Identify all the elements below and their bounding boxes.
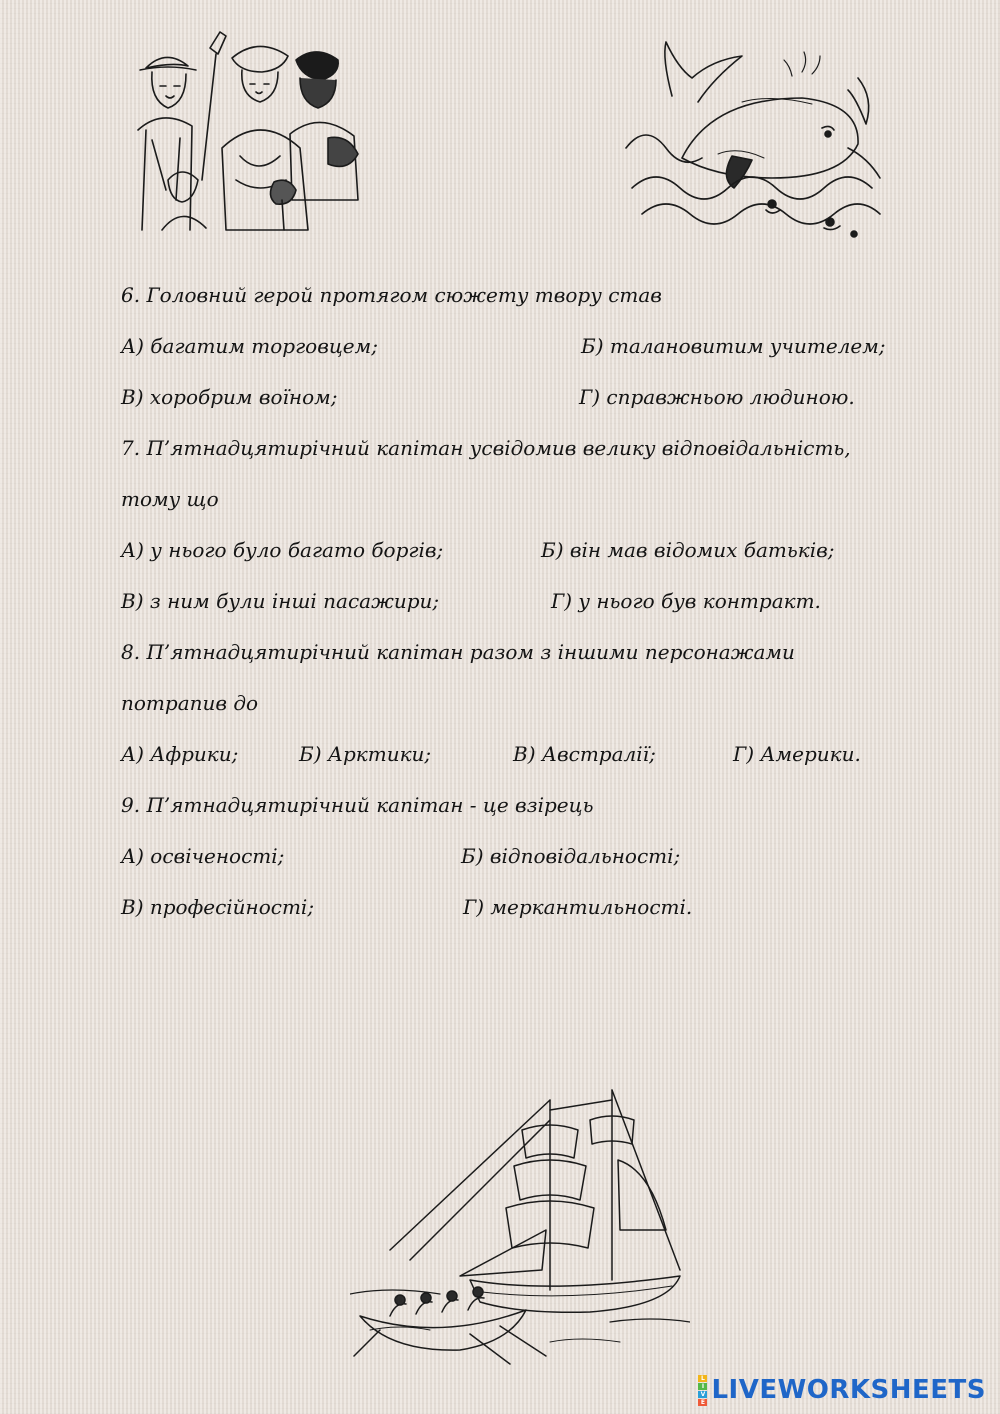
live-letter-v: V xyxy=(698,1391,707,1398)
live-letter-i: I xyxy=(698,1383,707,1390)
question-line xyxy=(121,527,921,578)
question-text: тому що xyxy=(121,487,219,511)
live-letter-l: L xyxy=(698,1375,707,1382)
question-line xyxy=(121,731,921,782)
answer-option: Б) талановитим учителем; xyxy=(581,334,886,358)
question-text: 7. П’ятнадцятирічний капітан усвідомив велику відповідальність, xyxy=(121,436,851,460)
answer-option: А) багатим торговцем; xyxy=(121,334,378,358)
answer-option: В) хоробрим воїном; xyxy=(121,385,338,409)
answer-option: В) з ним були інші пасажири; xyxy=(121,589,440,613)
question-line xyxy=(121,629,921,680)
question-line xyxy=(121,374,921,425)
question-line xyxy=(121,680,921,731)
questions-list xyxy=(121,272,921,935)
question-text: 6. Головний герой протягом сюжету твору став xyxy=(121,283,662,307)
question-line xyxy=(121,323,921,374)
live-badge xyxy=(698,1375,707,1406)
question-line xyxy=(121,272,921,323)
liveworksheets-logo xyxy=(698,1374,986,1406)
answer-option: А) Африки; xyxy=(121,742,239,766)
answer-option: Б) відповідальності; xyxy=(461,844,681,868)
family-group-illustration xyxy=(132,30,392,250)
whale-illustration xyxy=(622,38,884,248)
question-text: 8. П’ятнадцятирічний капітан разом з іншими персонажами xyxy=(121,640,795,664)
question-line xyxy=(121,578,921,629)
answer-option: А) освіченості; xyxy=(121,844,285,868)
question-line xyxy=(121,425,921,476)
answer-option: А) у нього було багато боргів; xyxy=(121,538,444,562)
answer-option: Г) справжньою людиною. xyxy=(579,385,855,409)
answer-option: Г) меркантильності. xyxy=(463,895,693,919)
question-line xyxy=(121,884,921,935)
answer-option: В) Австралії; xyxy=(513,742,656,766)
answer-option: Б) він мав відомих батьків; xyxy=(541,538,835,562)
question-line xyxy=(121,476,921,527)
answer-option: Б) Арктики; xyxy=(299,742,432,766)
sailing-ship-illustration xyxy=(350,1080,690,1365)
answer-option: В) професійності; xyxy=(121,895,315,919)
question-line xyxy=(121,833,921,884)
live-letter-e: E xyxy=(698,1399,707,1406)
question-text: потрапив до xyxy=(121,691,259,715)
question-line xyxy=(121,782,921,833)
question-text: 9. П’ятнадцятирічний капітан - це взірець xyxy=(121,793,594,817)
answer-option: Г) у нього був контракт. xyxy=(551,589,821,613)
answer-option: Г) Америки. xyxy=(733,742,861,766)
brand-wordmark: LIVEWORKSHEETS xyxy=(711,1375,986,1405)
